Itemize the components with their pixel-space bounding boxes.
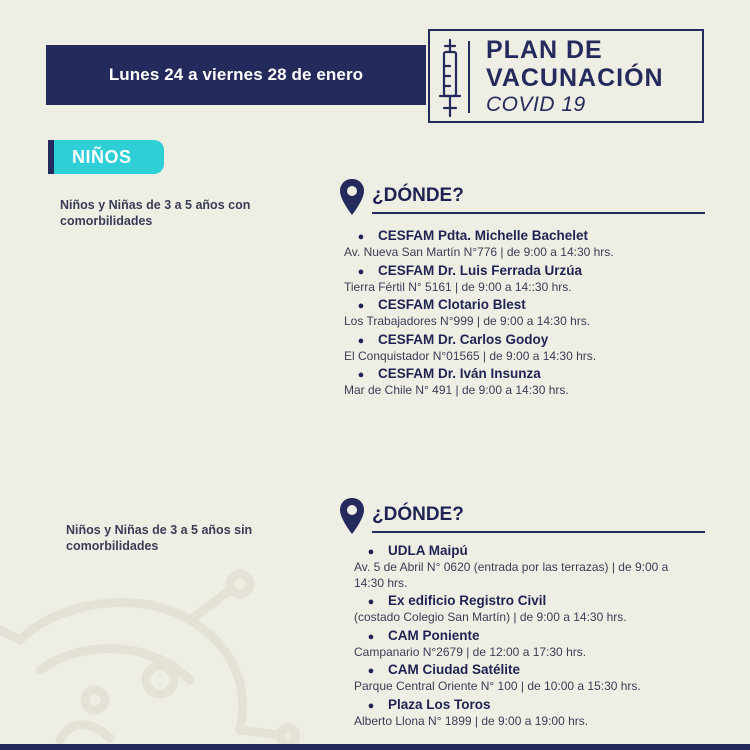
group-description: Niños y Niñas de 3 a 5 años sin comorbilidades [66, 523, 253, 553]
bullet-icon: ● [357, 265, 365, 278]
site-detail: Campanario N°2679 | de 12:00 a 17:30 hrs. [354, 644, 587, 659]
site-item [354, 628, 674, 661]
site-item [344, 297, 704, 330]
group-description: Niños y Niñas de 3 a 5 años con comorbilidades [60, 198, 251, 228]
site-name: CESFAM Dr. Iván Insunza [378, 366, 541, 381]
title-box [428, 29, 704, 123]
site-item [344, 332, 704, 365]
virus-decoration-icon [0, 560, 300, 750]
title-line-1: PLAN DE [486, 36, 603, 64]
site-item [344, 263, 704, 296]
site-item [354, 662, 674, 695]
site-detail: Av. 5 de Abril N° 0620 (entrada por las terrazas) | de 9:00 a 14:30 hrs. [354, 560, 669, 590]
site-list [354, 543, 674, 731]
site-item [354, 593, 674, 626]
title-divider [468, 41, 470, 113]
site-name: CAM Ciudad Satélite [388, 662, 521, 677]
site-item [344, 228, 704, 261]
bullet-icon: ● [367, 546, 375, 558]
where-heading [340, 498, 710, 538]
title-line-2: VACUNACIÓN [486, 64, 664, 92]
category-badge [48, 140, 164, 174]
site-name: UDLA Maipú [388, 543, 468, 558]
site-name: CESFAM Clotario Blest [378, 297, 526, 312]
date-range-banner [46, 45, 426, 105]
site-name: Plaza Los Toros [388, 696, 491, 712]
site-detail: Los Trabajadores N°999 | de 9:00 a 14:30 hrs. [344, 314, 591, 328]
bullet-icon: ● [367, 665, 375, 677]
bullet-icon: ● [357, 334, 365, 347]
site-name: CESFAM Dr. Carlos Godoy [378, 331, 549, 347]
where-underline [372, 212, 705, 214]
where-underline [372, 531, 705, 533]
site-list [344, 228, 704, 401]
site-item [354, 697, 674, 730]
bullet-icon: ● [367, 699, 375, 712]
where-title: ¿DÓNDE? [372, 185, 464, 206]
bullet-icon: ● [357, 369, 365, 381]
site-item [344, 366, 704, 399]
location-pin-icon [340, 179, 364, 215]
bullet-icon: ● [367, 596, 375, 608]
site-name: Ex edificio Registro Civil [388, 593, 547, 608]
site-name: CESFAM Pdta. Michelle Bachelet [378, 228, 589, 243]
category-badge-label: NIÑOS [54, 140, 164, 174]
site-detail: Av. Nueva San Martín N°776 | de 9:00 a 14:30 hrs. [344, 245, 614, 259]
location-pin-icon [340, 498, 364, 534]
site-item [354, 543, 674, 591]
bullet-icon: ● [357, 300, 365, 312]
site-name: CESFAM Dr. Luis Ferrada Urzúa [378, 262, 583, 278]
site-detail: Parque Central Oriente N° 100 | de 10:00 a 15:30 hrs. [354, 679, 641, 693]
site-detail: Alberto Llona N° 1899 | de 9:00 a 19:00 hrs. [354, 713, 589, 728]
title-line-3: COVID 19 [486, 93, 586, 116]
site-detail: Mar de Chile N° 491 | de 9:00 a 14:30 hrs. [344, 383, 569, 397]
bullet-icon: ● [357, 231, 365, 243]
site-detail: (costado Colegio San Martín) | de 9:00 a 14:30 hrs. [354, 610, 627, 624]
bottom-strip [0, 744, 750, 750]
date-range-text: Lunes 24 a viernes 28 de enero [108, 65, 364, 84]
site-name: CAM Poniente [388, 627, 480, 643]
bullet-icon: ● [367, 630, 375, 643]
site-detail: El Conquistador N°01565 | de 9:00 a 14:30 hrs. [344, 348, 597, 363]
syringe-icon [436, 38, 464, 118]
where-title: ¿DÓNDE? [372, 504, 464, 525]
where-heading [340, 179, 710, 219]
site-detail: Tierra Fértil N° 5161 | de 9:00 a 14::30 hrs. [344, 279, 572, 294]
